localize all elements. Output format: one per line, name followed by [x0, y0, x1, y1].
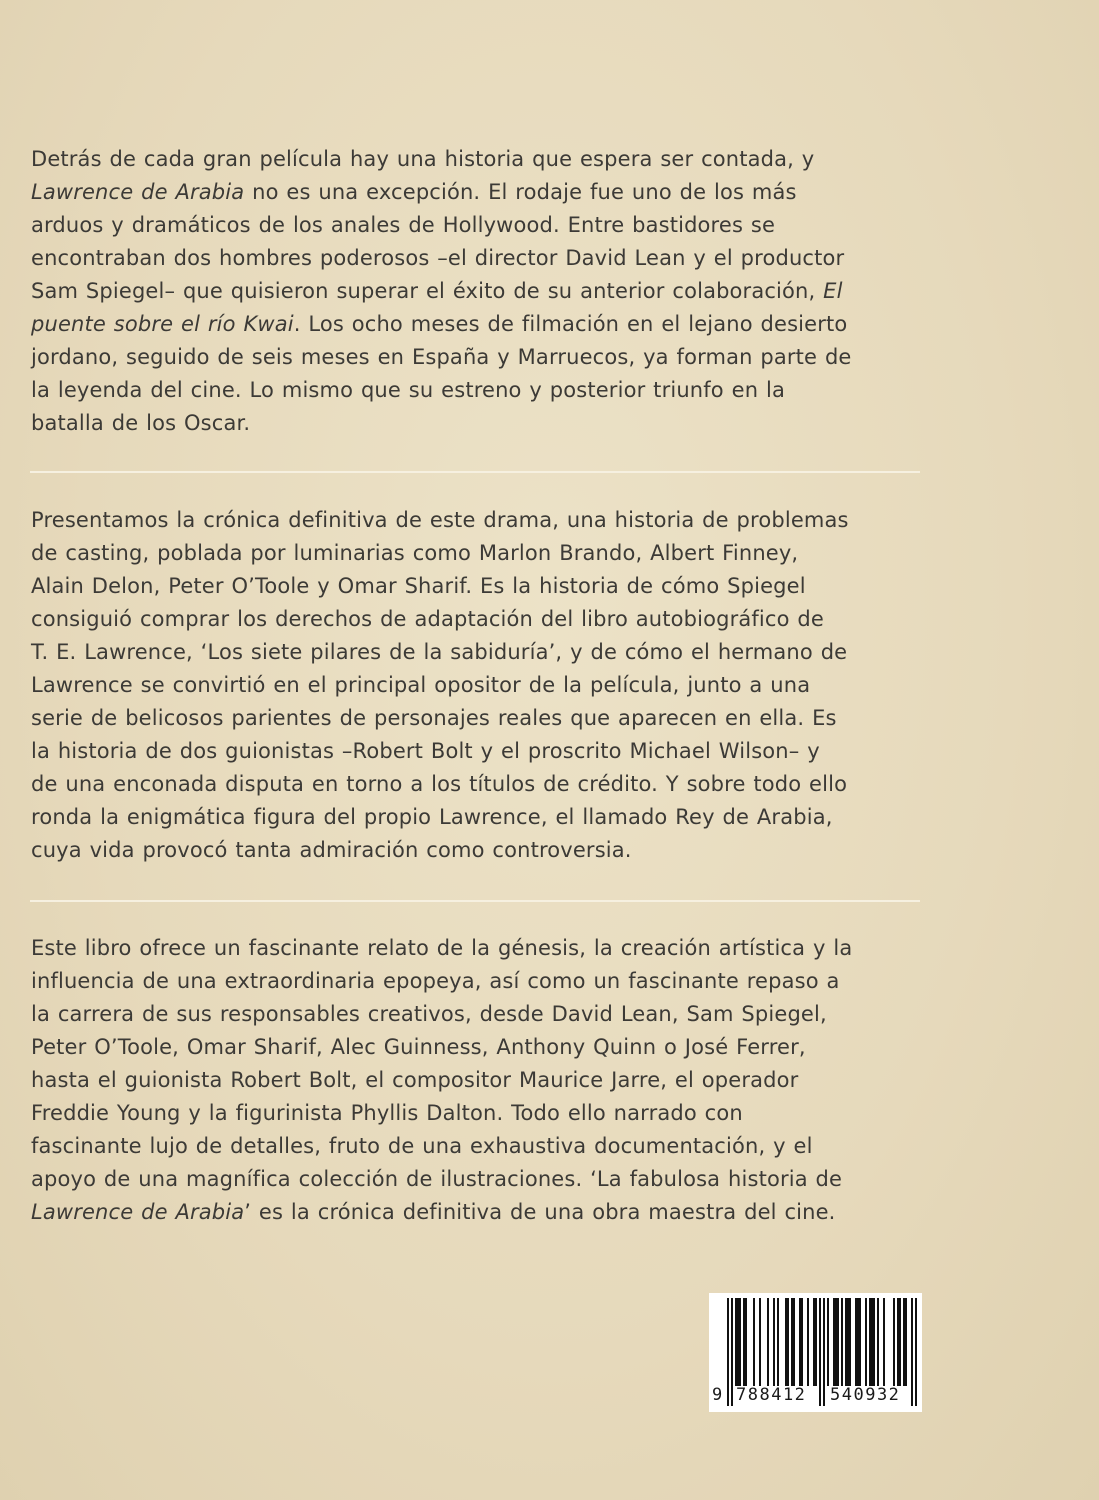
text-line: Freddie Young y la figurinista Phyllis Dalton. Todo ello narrado con	[31, 1101, 743, 1125]
barcode-bar	[767, 1298, 769, 1386]
barcode-bar	[743, 1298, 745, 1386]
barcode-bar	[873, 1298, 875, 1386]
barcode-bar	[857, 1298, 859, 1386]
film-title: El	[823, 279, 843, 303]
text-line: hasta el guionista Robert Bolt, el compositor Maurice Jarre, el operador	[31, 1068, 799, 1092]
barcode-bar	[815, 1298, 817, 1386]
text-line	[31, 308, 931, 341]
barcode-bar	[801, 1298, 803, 1386]
text-line: fascinante lujo de detalles, fruto de una exhaustiva documentación, y el	[31, 1134, 813, 1158]
barcode-bar	[827, 1298, 829, 1386]
barcode-bar	[837, 1298, 839, 1386]
barcode-bar	[899, 1298, 901, 1386]
barcode-bar	[865, 1298, 867, 1386]
barcode-bar	[785, 1298, 787, 1386]
barcode-right-group: 540932	[830, 1385, 901, 1405]
text-line: influencia de una extraordinaria epopeya, así como un fascinante repaso a	[31, 969, 840, 993]
text-line: Presentamos la crónica definitiva de este drama, una historia de problemas	[31, 508, 849, 532]
text-line: de casting, poblada por luminarias como Marlon Brando, Albert Finney,	[31, 541, 799, 565]
text-line: ronda la enigmática figura del propio Lawrence, el llamado Rey de Arabia,	[31, 805, 833, 829]
barcode-bar	[903, 1298, 905, 1386]
section-divider	[30, 900, 920, 902]
barcode-first-digit: 9	[712, 1385, 723, 1405]
isbn-barcode	[709, 1293, 922, 1412]
barcode-bar	[877, 1298, 879, 1386]
barcode-bar	[833, 1298, 835, 1386]
text-line: Lawrence se convirtió en el principal opositor de la película, junto a una	[31, 673, 811, 697]
text-line: encontraban dos hombres poderosos –el director David Lean y el productor	[31, 246, 845, 270]
barcode-bar	[745, 1298, 747, 1386]
text-line: la historia de dos guionistas –Robert Bolt y el proscrito Michael Wilson– y	[31, 739, 820, 763]
barcode-bar	[773, 1298, 775, 1386]
barcode-bar	[791, 1298, 793, 1386]
text-line: Este libro ofrece un fascinante relato de la génesis, la creación artística y la	[31, 936, 853, 960]
barcode-bar	[753, 1298, 755, 1386]
barcode-bar	[847, 1298, 849, 1386]
barcode-digits	[709, 1385, 922, 1409]
barcode-bar	[759, 1298, 761, 1386]
barcode-bar	[799, 1298, 801, 1386]
barcode-bar	[869, 1298, 871, 1386]
synopsis-paragraph-3	[31, 932, 931, 1229]
barcode-bar	[737, 1298, 739, 1386]
text-line: jordano, seguido de seis meses en España y Marruecos, ya forman parte de	[31, 345, 852, 369]
text-fragment: no es una excepción. El rodaje fue uno de los más	[244, 180, 797, 204]
barcode-bar	[871, 1298, 873, 1386]
barcode-left-group: 788412	[736, 1385, 807, 1405]
text-line: consiguió comprar los derechos de adaptación del libro autobiográfico de	[31, 607, 824, 631]
barcode-bar	[883, 1298, 885, 1386]
text-line: de una enconada disputa en torno a los títulos de crédito. Y sobre todo ello	[31, 772, 848, 796]
barcode-bar	[777, 1298, 779, 1386]
barcode-bar	[813, 1298, 815, 1386]
text-fragment: Sam Spiegel– que quisieron superar el éxito de su anterior colaboración,	[31, 279, 824, 303]
barcode-bar	[835, 1298, 837, 1386]
text-fragment: . Los ocho meses de filmación en el lejano desierto	[293, 312, 848, 336]
barcode-bar	[735, 1298, 737, 1386]
barcode-bar	[793, 1298, 795, 1386]
text-line: Peter O’Toole, Omar Sharif, Alec Guinness, Anthony Quinn o José Ferrer,	[31, 1035, 806, 1059]
section-divider	[30, 471, 920, 473]
text-line: serie de belicosos parientes de personajes reales que aparecen en ella. Es	[31, 706, 837, 730]
barcode-bar	[897, 1298, 899, 1386]
text-line	[31, 275, 931, 308]
text-line: la leyenda del cine. Lo mismo que su estreno y posterior triunfo en la	[31, 378, 785, 402]
text-line	[31, 176, 931, 209]
barcode-bar	[893, 1298, 895, 1386]
text-line: apoyo de una magnífica colección de ilustraciones. ‘La fabulosa historia de	[31, 1167, 843, 1191]
text-line: cuya vida provocó tanta admiración como controversia.	[31, 838, 632, 862]
film-title: Lawrence de Arabia	[31, 1200, 245, 1224]
text-line: T. E. Lawrence, ‘Los siete pilares de la sabiduría’, y de cómo el hermano de	[31, 640, 848, 664]
film-title: puente sobre el río Kwai	[31, 312, 294, 336]
film-title: Lawrence de Arabia	[31, 180, 245, 204]
barcode-bar	[807, 1298, 809, 1386]
barcode-bar	[905, 1298, 907, 1386]
text-line: la carrera de sus responsables creativos, desde David Lean, Sam Spiegel,	[31, 1002, 827, 1026]
text-line: batalla de los Oscar.	[31, 411, 251, 435]
barcode-bar	[849, 1298, 851, 1386]
barcode-bar	[845, 1298, 847, 1386]
text-line: Alain Delon, Peter O’Toole y Omar Sharif. Es la historia de cómo Spiegel	[31, 574, 806, 598]
text-line	[31, 1196, 931, 1229]
barcode-bar	[739, 1298, 741, 1386]
barcode-bar	[859, 1298, 861, 1386]
synopsis-paragraph-2	[31, 504, 931, 867]
synopsis-paragraph-1	[31, 143, 931, 440]
text-line: arduos y dramáticos de los anales de Hollywood. Entre bastidores se	[31, 213, 776, 237]
barcode-bar	[841, 1298, 843, 1386]
text-line: Detrás de cada gran película hay una historia que espera ser contada, y	[31, 147, 815, 171]
text-fragment: ’ es la crónica definitiva de una obra maestra del cine.	[244, 1200, 836, 1224]
barcode-bar	[787, 1298, 789, 1386]
barcode-bar	[855, 1298, 857, 1386]
